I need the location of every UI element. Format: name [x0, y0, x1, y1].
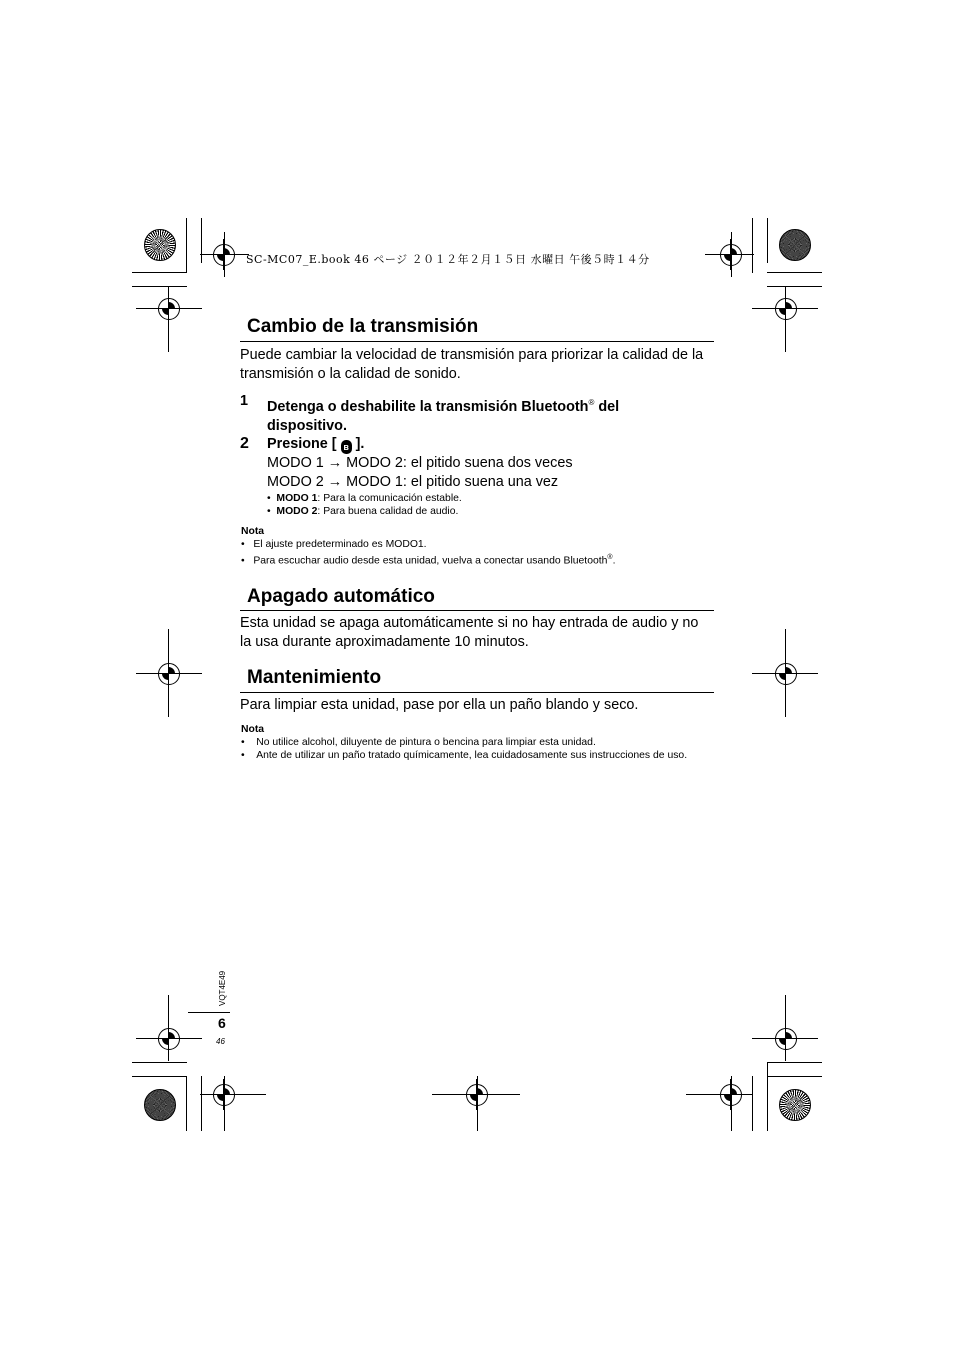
- starburst-mark: [779, 1089, 811, 1121]
- mantenimiento-line1: Para limpiar esta unidad, pase por ella un paño blando y seco.: [240, 697, 639, 713]
- mode-bullet-1-label: MODO 1: [276, 493, 318, 504]
- crop-line: [767, 272, 822, 273]
- note-text: El ajuste predeterminado es MODO1.: [253, 539, 427, 550]
- crop-line: [132, 1062, 187, 1063]
- note-item: [241, 538, 427, 551]
- crop-line: [136, 1038, 202, 1039]
- crop-line: [200, 1094, 266, 1095]
- crop-line: [132, 272, 187, 273]
- starburst-mark: [144, 229, 176, 261]
- note-text: Para escuchar audio desde esta unidad, vuelva a conectar usando Bluetooth: [253, 555, 608, 567]
- note-text: No utilice alcohol, diluyente de pintura o bencina para limpiar esta unidad.: [256, 737, 596, 748]
- step-2-press-label: Presione [: [267, 436, 337, 452]
- note-title: Nota: [241, 526, 265, 537]
- apagado-line1: Esta unidad se apaga automáticamente si no hay entrada de audio y no: [240, 615, 699, 631]
- mode-line-2: MODO 2 → MODO 1: el pitido suena una vez: [267, 474, 559, 490]
- step-2-number: 2: [240, 435, 249, 452]
- step-1-number: 1: [240, 393, 249, 409]
- crop-line: [132, 286, 187, 287]
- crop-line: [201, 1076, 202, 1131]
- crop-line: [136, 673, 202, 674]
- crop-line: [752, 218, 753, 273]
- registration-mark: [158, 1028, 180, 1050]
- crop-line: [686, 1094, 752, 1095]
- registered-mark: ®: [607, 554, 613, 561]
- mode-bullet-1: [267, 492, 462, 505]
- step-1-text: [267, 393, 707, 436]
- crop-line: [785, 629, 786, 717]
- section-title-apagado: Apagado automático: [247, 586, 435, 607]
- starburst-mark: [144, 1089, 176, 1121]
- section-title-mantenimiento: Mantenimiento: [247, 667, 382, 688]
- step-1-line2: dispositivo.: [267, 417, 347, 434]
- print-header: SC-MC07_E.book 46 ページ ２０１２年２月１５日 水曜日 午後５時１４分: [246, 253, 650, 266]
- section-title-cambio: Cambio de la transmisión: [247, 316, 479, 337]
- crop-line: [767, 1076, 822, 1077]
- crop-line: [767, 218, 768, 263]
- doc-code: VQT4E49: [218, 970, 227, 1006]
- cambio-intro-line2: transmisión o la calidad de sonido.: [240, 366, 461, 382]
- note-item: [241, 736, 596, 749]
- crop-line: [224, 1076, 225, 1131]
- crop-line: [767, 1062, 768, 1131]
- crop-line: [705, 254, 754, 255]
- registration-mark: [775, 298, 797, 320]
- cambio-intro: [240, 346, 720, 384]
- crop-line: [477, 1076, 478, 1131]
- step-1-line1: [267, 393, 707, 417]
- section-rule: [240, 610, 714, 611]
- crop-line: [785, 995, 786, 1061]
- apagado-text: [240, 614, 720, 652]
- bullet-symbol: •: [241, 555, 245, 567]
- crop-line: [752, 1076, 753, 1131]
- note-item: [241, 551, 615, 567]
- step-1-line1-main: Detenga o deshabilite la transmisión Bluetooth: [267, 398, 589, 415]
- step-2-press: [267, 435, 707, 454]
- mode-bullet-2-label: MODO 2: [276, 506, 318, 517]
- cambio-intro-line1: Puede cambiar la velocidad de transmisión para priorizar la calidad de la: [240, 347, 704, 363]
- crop-line: [201, 218, 202, 263]
- bullet-symbol: •: [241, 737, 245, 748]
- crop-line: [432, 1094, 520, 1095]
- bullet-symbol: •: [241, 750, 245, 761]
- apagado-line2: la usa durante aproximadamente 10 minutos.: [240, 634, 529, 650]
- step-1-line1-end: del: [594, 398, 620, 415]
- note-text-end: .: [612, 555, 616, 567]
- starburst-mark: [779, 229, 811, 261]
- registration-mark: [158, 663, 180, 685]
- mode-bullet-2: [267, 505, 458, 518]
- book-page: 46: [216, 1037, 225, 1046]
- registration-mark: [158, 298, 180, 320]
- section-rule: [240, 692, 714, 693]
- crop-line: [186, 218, 187, 273]
- mode-bullet-2-text: : Para buena calidad de audio.: [317, 506, 459, 517]
- section-rule: [240, 341, 714, 342]
- footer-rule: [188, 1012, 230, 1013]
- note-text: Ante de utilizar un paño tratado químicamente, lea cuidadosamente sus instrucciones de uso.: [256, 750, 688, 761]
- crop-line: [136, 308, 202, 309]
- bullet-symbol: •: [267, 493, 271, 504]
- crop-line: [168, 995, 169, 1061]
- step-2-press-end: ].: [355, 436, 365, 452]
- registration-mark: [775, 1028, 797, 1050]
- crop-line: [767, 1062, 822, 1063]
- crop-line: [168, 286, 169, 352]
- note-item: [241, 749, 687, 762]
- bluetooth-icon: ʙ: [341, 440, 352, 454]
- mode-line-1: MODO 1 → MODO 2: el pitido suena dos veces: [267, 455, 573, 471]
- crop-line: [224, 232, 225, 277]
- crop-line: [785, 286, 786, 352]
- bullet-symbol: •: [241, 539, 245, 550]
- note-title: Nota: [241, 724, 265, 735]
- crop-line: [767, 286, 822, 287]
- mode-bullet-1-text: : Para la comunicación estable.: [317, 493, 462, 504]
- bullet-symbol: •: [267, 506, 271, 517]
- crop-line: [168, 629, 169, 717]
- page-number: 6: [218, 1015, 226, 1031]
- step-2-text: [267, 435, 707, 492]
- crop-line: [731, 1076, 732, 1131]
- registration-mark: [775, 663, 797, 685]
- registered-mark: ®: [588, 398, 595, 407]
- crop-line: [132, 1076, 187, 1077]
- crop-line: [186, 1076, 187, 1131]
- crop-line: [731, 232, 732, 277]
